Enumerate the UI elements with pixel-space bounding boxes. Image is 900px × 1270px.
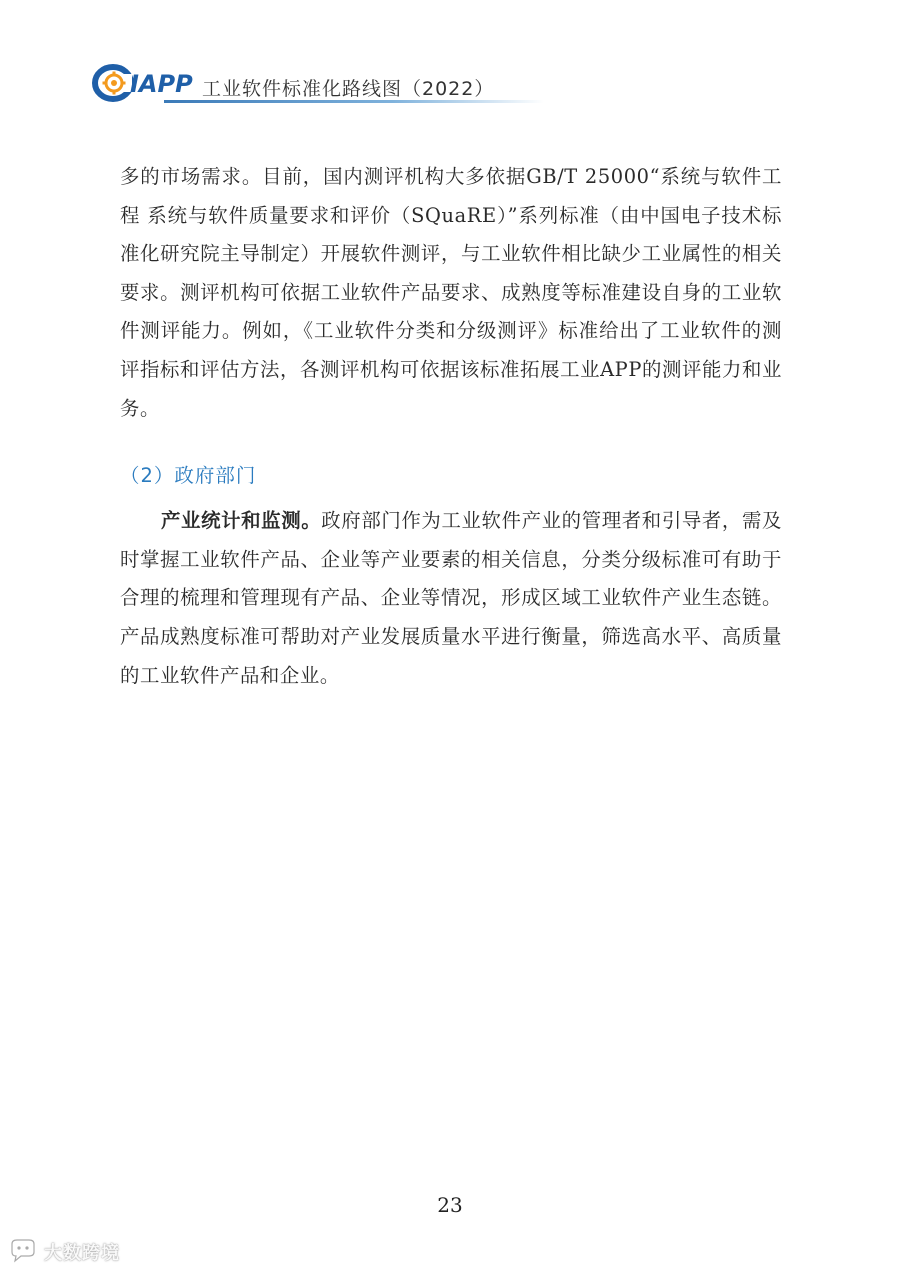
body-paragraph-2 — [120, 502, 782, 695]
paragraph-lead: 产业统计和监测。 — [161, 509, 322, 533]
section-heading: （2）政府部门 — [120, 464, 257, 488]
document-title: 工业软件标准化路线图（2022） — [202, 78, 495, 100]
watermark — [8, 1238, 148, 1264]
logo-wordmark: IAPP — [130, 70, 193, 98]
body-paragraph-1: 多的市场需求。目前，国内测评机构大多依据GB/T 25000“系统与软件工程 系统与软件质量要求和评价（SQuaRE）”系列标准（由中国电子技术标准化研究院主导制定）开展软件测评，与工业软件相比缺少工业属性的相关要求。测评机构可依据工业软件产品要求、成熟度等标准建设自身的工业软件测评能力。例如，《工业软件分类和分级测评》标准给出了工业软件的测评指标和评估方法，各测评机构可依据该标准拓展工业APP的测评能力和业务。 — [120, 165, 782, 420]
page-header — [92, 60, 512, 110]
paragraph-text: 政府部门作为工业软件产业的管理者和引导者，需及时掌握工业软件产品、企业等产业要素的相关信息，分类分级标准可有助于合理的梳理和管理现有产品、企业等情况，形成区域工业软件产业生态链。产品成熟度标准可帮助对产业发展质量水平进行衡量，筛选高水平、高质量的工业软件产品和企业。 — [120, 509, 782, 687]
watermark-text: 大数跨境 — [44, 1243, 120, 1264]
page-number: 23 — [437, 1193, 463, 1217]
chat-bubble-icon — [8, 1238, 38, 1264]
page-content — [120, 158, 782, 695]
